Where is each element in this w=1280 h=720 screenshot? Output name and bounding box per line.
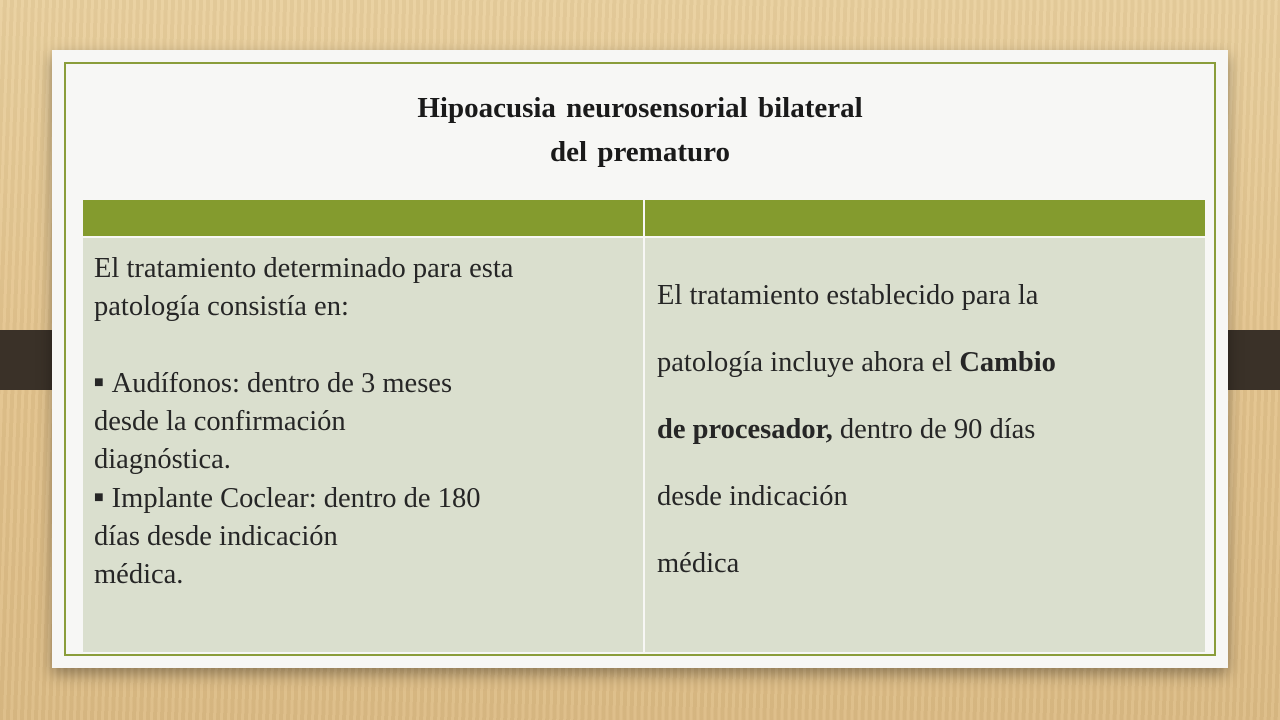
paragraph-spacer <box>94 326 629 364</box>
intro-line-1: El tratamiento determinado para esta <box>94 253 514 284</box>
bullet-2-line-1: Implante Coclear: dentro de 180 <box>111 483 481 514</box>
bullet-1-line-2: desde la confirmación <box>94 406 346 437</box>
current-line-2-text: patología incluye ahora el <box>657 347 960 378</box>
bullet-item-1 <box>94 364 629 403</box>
current-line-1: El tratamiento establecido para la <box>657 280 1039 311</box>
previous-treatment-cell <box>83 238 643 652</box>
slide-paper <box>52 50 1228 668</box>
current-line-3-text: dentro de 90 días <box>832 414 1036 445</box>
current-line-2-bold: Cambio <box>959 347 1056 378</box>
title-line-1: Hipoacusia neurosensorial bilateral <box>417 92 863 124</box>
current-line-3-bold: de procesador, <box>657 414 833 445</box>
title-line-2: del prematuro <box>550 136 730 168</box>
header-cell-2 <box>645 200 1205 236</box>
bullet-1-line-1: Audífonos: dentro de 3 meses <box>111 368 453 399</box>
intro-line-2: patología consistía en: <box>94 291 349 322</box>
square-bullet-icon: ■ <box>94 489 104 506</box>
current-treatment-cell <box>645 238 1205 652</box>
current-line-5: médica <box>657 548 740 579</box>
header-cell-1 <box>83 200 643 236</box>
table-header-row <box>83 200 1205 236</box>
bullet-2-line-2: días desde indicación <box>94 521 338 552</box>
current-line-3 <box>657 396 1191 463</box>
bullet-item-2 <box>94 479 629 518</box>
current-line-2 <box>657 329 1191 396</box>
bullet-2-line-3: médica. <box>94 559 184 590</box>
bullet-1-line-3: diagnóstica. <box>94 444 231 475</box>
treatment-table <box>83 200 1205 652</box>
current-line-4: desde indicación <box>657 481 848 512</box>
square-bullet-icon: ■ <box>94 374 104 391</box>
slide-title <box>52 86 1228 174</box>
